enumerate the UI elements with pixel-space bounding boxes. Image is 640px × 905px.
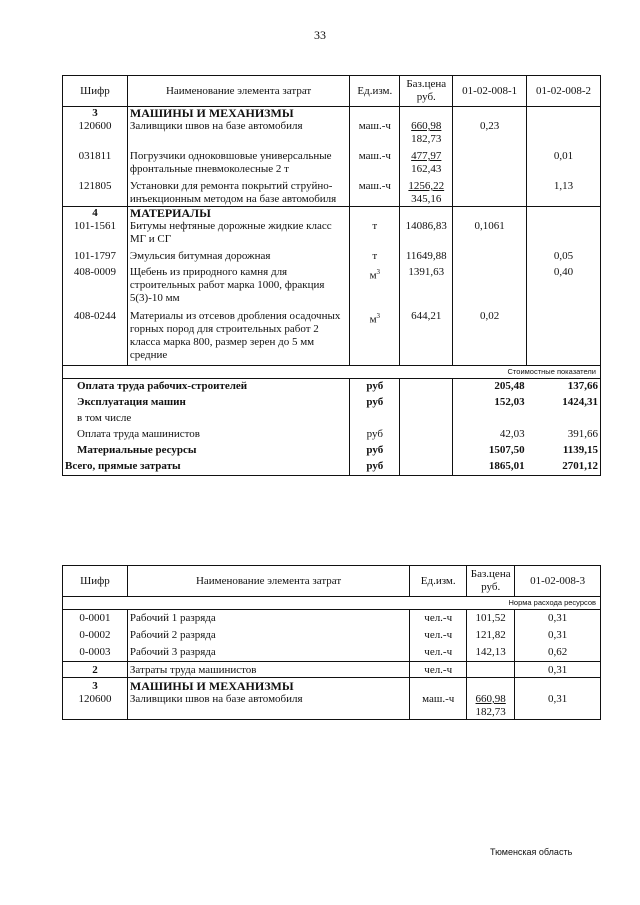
caption-row: [63, 366, 601, 379]
table-row: 0-0003 Рабочий 3 разряда чел.-ч 142,13 0,62: [63, 642, 601, 662]
page-number: 33: [314, 28, 326, 42]
table-row: 2 Затраты труда машинистов чел.-ч 0,31: [63, 662, 601, 678]
header-unit: Ед.изм.: [410, 566, 467, 597]
table-header-row: [63, 76, 601, 107]
resource-norm-caption: Норма расхода ресурсов: [63, 597, 601, 610]
header-norm-2: 01-02-008-2: [527, 76, 601, 107]
header-unit: Ед.изм.: [350, 76, 400, 107]
resource-table-2: [62, 565, 601, 720]
section-row: [63, 207, 601, 221]
caption-row: [63, 597, 601, 610]
header-price: Баз.цена руб.: [467, 566, 515, 597]
table-row: 408-0009 Щебень из природного камня для строительных работ марка 1000, фракция 5(3)-10 мм $м^3$ 1391,63 0,40: [63, 263, 601, 305]
table-row: 101-1797 Эмульсия битумная дорожная т 11649,88 0,05: [63, 246, 601, 263]
section-code: 4: [63, 207, 128, 221]
totals-row: Оплата труда рабочих-строителей руб 205,48 137,66: [63, 379, 601, 396]
section-title: МАШИНЫ И МЕХАНИЗМЫ: [127, 678, 409, 694]
region-footer: Тюменская область: [490, 847, 573, 857]
table-header-row: [63, 566, 601, 597]
section-row: [63, 678, 601, 694]
table-row: 408-0244 Материалы из отсевов дробления осадочных горных пород для строительных работ 2 класса марка 800, размер зерен до 5 мм средние $м^3$ 644,21 0,02: [63, 305, 601, 366]
table-row: 031811 Погрузчики одноковшовые универсальные фронтальные пневмоколесные 2 т маш.-ч 477,97 162,43 0,01: [63, 146, 601, 176]
totals-row: Всего, прямые затраты руб 1865,01 2701,12: [63, 459, 601, 476]
resource-table-1: [62, 75, 601, 476]
totals-row: в том числе: [63, 411, 601, 427]
totals-row: Эксплуатация машин руб 152,03 1424,31: [63, 395, 601, 411]
section-title: МАШИНЫ И МЕХАНИЗМЫ: [127, 107, 349, 121]
header-norm-1: 01-02-008-1: [453, 76, 527, 107]
section-code: 3: [63, 107, 128, 121]
table-row: 0-0001 Рабочий 1 разряда чел.-ч 101,52 0,31: [63, 610, 601, 626]
header-name: Наименование элемента затрат: [127, 566, 409, 597]
header-name: Наименование элемента затрат: [127, 76, 349, 107]
section-row: [63, 107, 601, 121]
table-row: 0-0002 Рабочий 2 разряда чел.-ч 121,82 0,31: [63, 625, 601, 642]
header-norm-3: 01-02-008-3: [515, 566, 601, 597]
header-code: Шифр: [63, 566, 128, 597]
table-row: 101-1561 Битумы нефтяные дорожные жидкие класс МГ и СГ т 14086,83 0,1061: [63, 220, 601, 246]
table-row: 120600 Заливщики швов на базе автомобиля маш.-ч 660,98 182,73 0,23: [63, 120, 601, 146]
table-row: 121805 Установки для ремонта покрытий струйно-инъекционным методом на базе автомобиля маш.-ч 1256,22 345,16 1,13: [63, 176, 601, 207]
section-code: 3: [63, 678, 128, 694]
section-title: МАТЕРИАЛЫ: [127, 207, 349, 221]
totals-row: Материальные ресурсы руб 1507,50 1139,15: [63, 443, 601, 459]
cost-indicators-caption: Стоимостные показатели: [63, 366, 601, 379]
table-row: 120600 Заливщики швов на базе автомобиля маш.-ч 660,98 182,73 0,31: [63, 693, 601, 720]
header-code: Шифр: [63, 76, 128, 107]
header-price: Баз.цена руб.: [400, 76, 453, 107]
totals-row: Оплата труда машинистов руб 42,03 391,66: [63, 427, 601, 443]
